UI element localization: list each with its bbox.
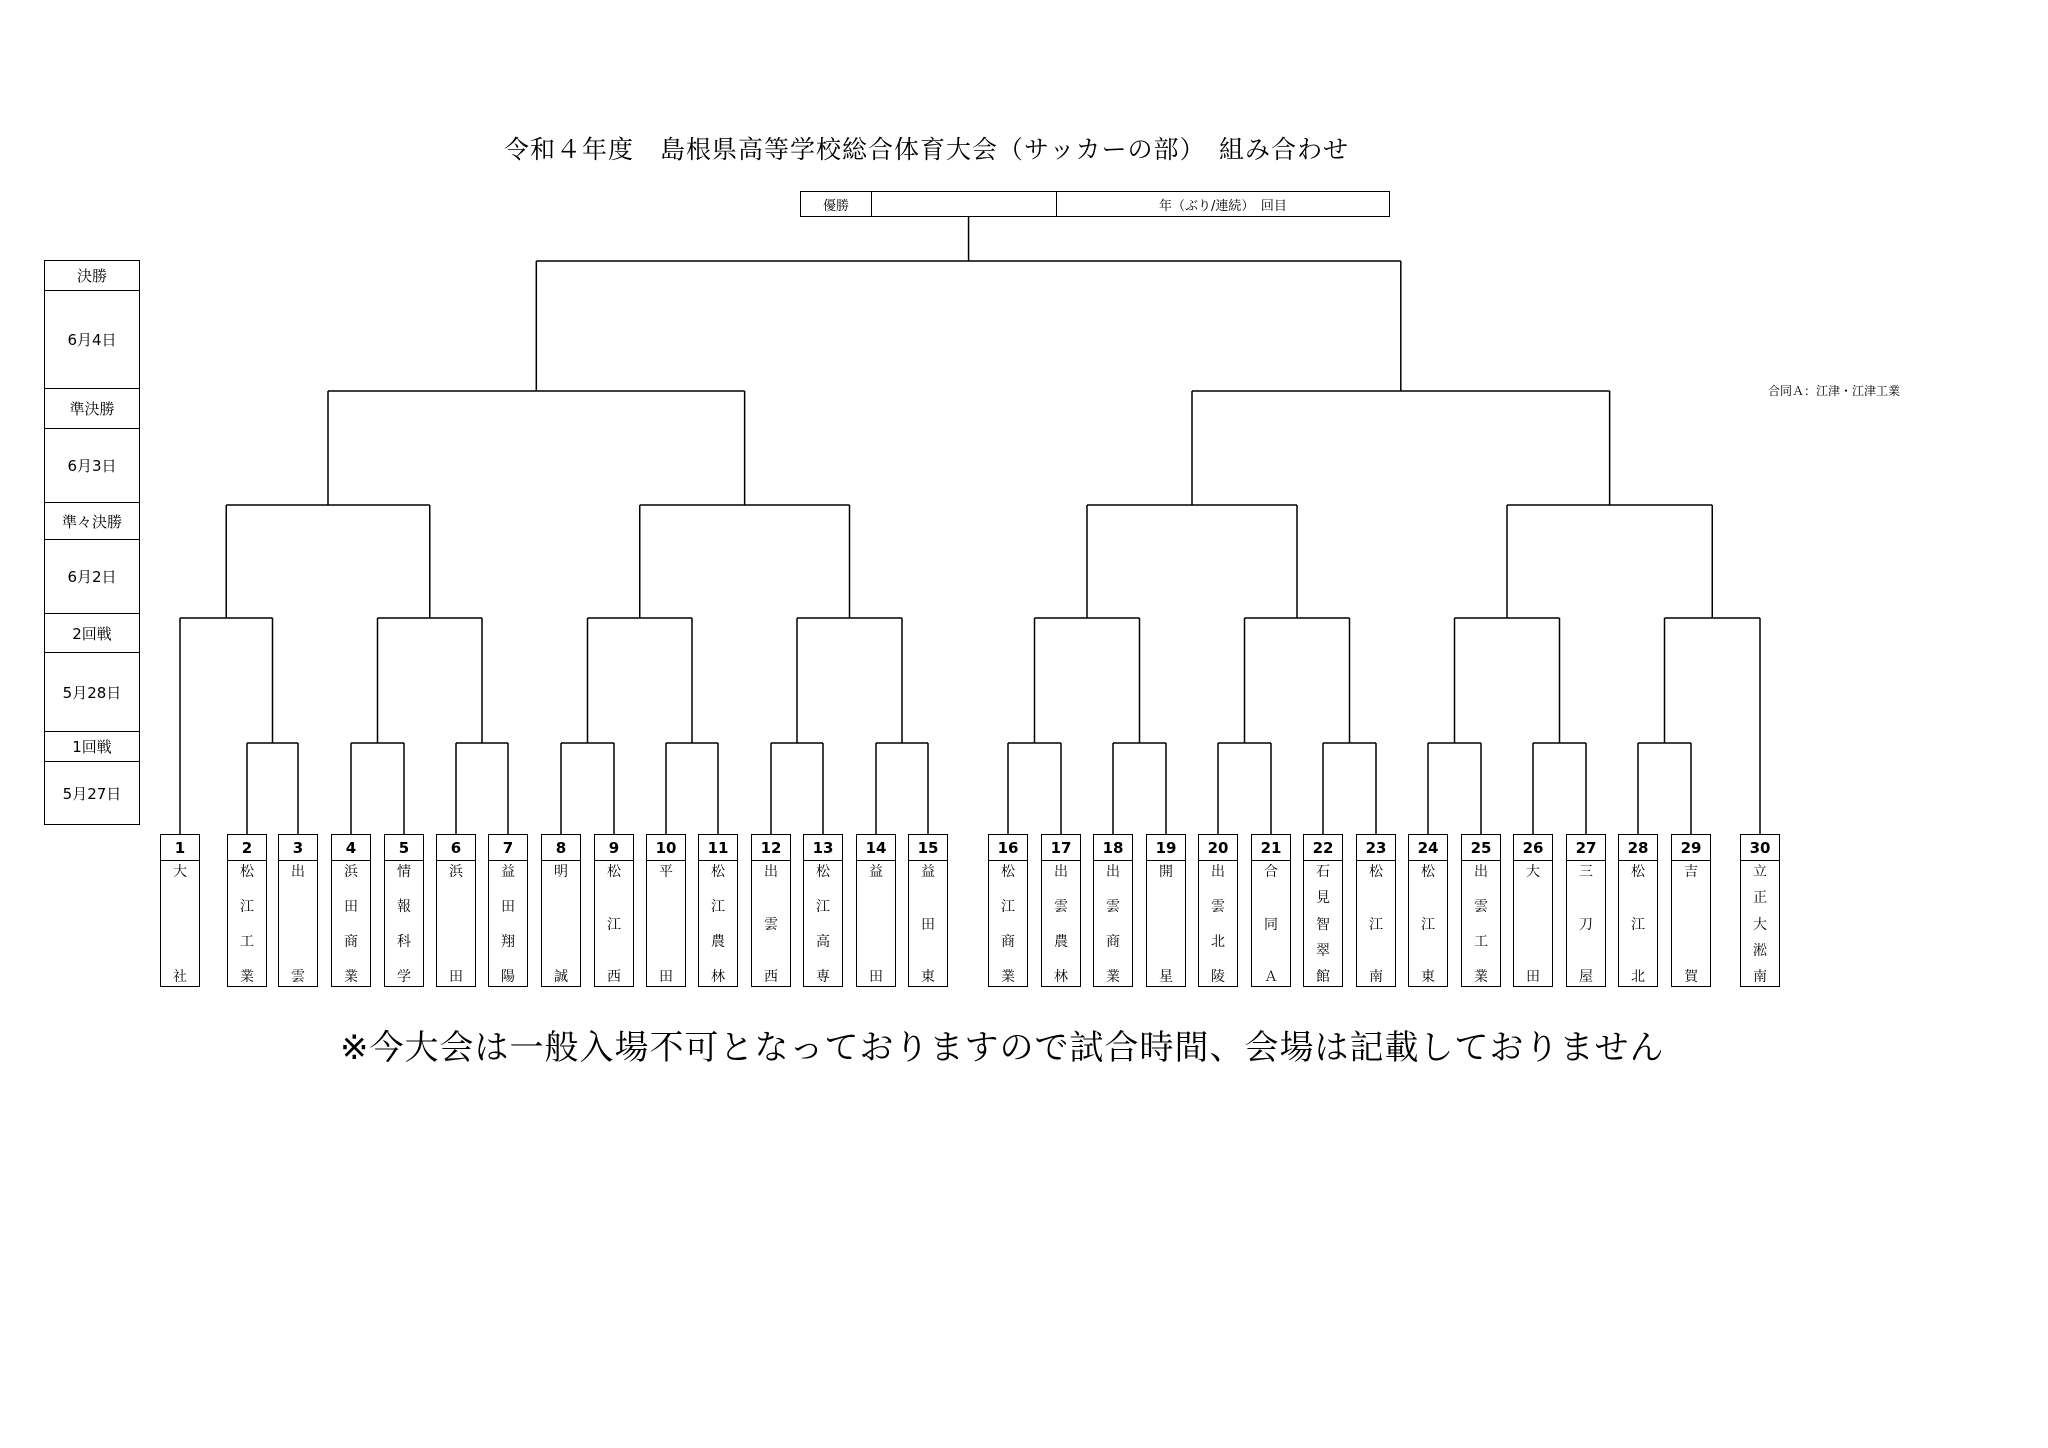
team-name-char: 科 — [397, 934, 411, 950]
team-slot — [803, 834, 843, 987]
team-name-char: 商 — [1106, 934, 1120, 950]
team-name-char: 大 — [1526, 864, 1540, 880]
team-name-char: 専 — [816, 969, 830, 985]
team-name-char: 大 — [1753, 916, 1767, 933]
team-number: 2 — [228, 835, 266, 861]
team-name-char: 出 — [764, 864, 778, 880]
footer-notice: ※今大会は一般入場不可となっておりますので試合時間、会場は記載しておりません — [340, 1028, 1665, 1068]
team-name-char: 田 — [869, 969, 883, 985]
team-name-char: 報 — [397, 899, 411, 915]
team-slot — [856, 834, 896, 987]
team-name — [228, 865, 266, 984]
team-name — [1741, 865, 1779, 984]
team-name-char: 田 — [1526, 969, 1540, 985]
team-slot — [751, 834, 791, 987]
team-name-char: Ａ — [1264, 969, 1278, 985]
team-name-char: 北 — [1211, 934, 1225, 950]
team-name-char: 北 — [1631, 969, 1645, 985]
team-name — [1672, 865, 1710, 984]
schedule-date-quarterfinal: 6月2日 — [45, 539, 139, 613]
team-name-char: 翠 — [1316, 942, 1330, 959]
team-name-char: 林 — [1054, 969, 1068, 985]
team-name-char: 江 — [1001, 899, 1015, 915]
schedule-date-first: 5月27日 — [45, 761, 139, 824]
team-name-char: 林 — [711, 969, 725, 985]
team-name — [437, 865, 475, 984]
team-slot — [1198, 834, 1238, 987]
team-slot — [488, 834, 528, 987]
team-name-char: 江 — [1369, 916, 1383, 933]
team-name-char: 益 — [501, 864, 515, 880]
team-name — [161, 865, 199, 984]
team-name-char: 松 — [607, 864, 621, 880]
team-name — [1567, 865, 1605, 984]
team-name-char: 南 — [1369, 969, 1383, 985]
team-name-char: 雲 — [1474, 899, 1488, 915]
team-name-char: 出 — [1106, 864, 1120, 880]
schedule-round-first: 1回戦 — [45, 731, 139, 761]
team-name — [385, 865, 423, 984]
team-number: 9 — [595, 835, 633, 861]
team-number: 13 — [804, 835, 842, 861]
schedule-round-quarterfinal: 準々決勝 — [45, 502, 139, 539]
team-name-char: 松 — [1631, 864, 1645, 880]
schedule-round-final: 決勝 — [45, 260, 139, 290]
team-slot — [698, 834, 738, 987]
team-number: 15 — [909, 835, 947, 861]
team-number: 27 — [1567, 835, 1605, 861]
team-name-char: 江 — [1421, 916, 1435, 933]
team-name-char: 業 — [1474, 969, 1488, 985]
team-name-char: 誠 — [554, 969, 568, 985]
team-name-char: 陽 — [501, 969, 515, 985]
team-name — [989, 865, 1027, 984]
team-name-char: 江 — [711, 899, 725, 915]
team-name — [332, 865, 370, 984]
team-number: 7 — [489, 835, 527, 861]
team-name — [804, 865, 842, 984]
team-name-char: 立 — [1753, 864, 1767, 880]
team-name-char: 田 — [921, 916, 935, 933]
team-name — [279, 865, 317, 984]
team-slot — [1146, 834, 1186, 987]
team-number: 12 — [752, 835, 790, 861]
team-name-char: 松 — [816, 864, 830, 880]
team-name — [1304, 865, 1342, 984]
team-slot — [1303, 834, 1343, 987]
team-number: 22 — [1304, 835, 1342, 861]
team-name-char: 田 — [501, 899, 515, 915]
team-slot — [1251, 834, 1291, 987]
joint-team-note: 合同Ａ：江津・江津工業 — [1768, 384, 1901, 398]
team-slot — [594, 834, 634, 987]
team-number: 16 — [989, 835, 1027, 861]
team-name — [1357, 865, 1395, 984]
schedule-round-second: 2回戦 — [45, 613, 139, 652]
team-number: 30 — [1741, 835, 1779, 861]
team-name — [542, 865, 580, 984]
team-number: 18 — [1094, 835, 1132, 861]
team-name-char: 雲 — [1106, 899, 1120, 915]
team-number: 10 — [647, 835, 685, 861]
team-name-char: 出 — [1211, 864, 1225, 880]
team-name-char: 松 — [1421, 864, 1435, 880]
schedule-date-semifinal: 6月3日 — [45, 428, 139, 502]
team-name-char: 商 — [344, 934, 358, 950]
team-name — [1094, 865, 1132, 984]
team-name-char: 学 — [397, 969, 411, 985]
team-number: 26 — [1514, 835, 1552, 861]
team-name-char: 星 — [1159, 969, 1173, 985]
team-name-char: 田 — [449, 969, 463, 985]
champion-label: 優勝 — [801, 192, 872, 216]
team-name-char: 陵 — [1211, 969, 1225, 985]
team-name-char: 刀 — [1579, 916, 1593, 933]
team-slot — [436, 834, 476, 987]
team-slot — [384, 834, 424, 987]
team-name — [1619, 865, 1657, 984]
team-number: 4 — [332, 835, 370, 861]
team-slot — [988, 834, 1028, 987]
team-slot — [278, 834, 318, 987]
team-name — [1199, 865, 1237, 984]
team-name — [1147, 865, 1185, 984]
team-slot — [160, 834, 200, 987]
team-number: 29 — [1672, 835, 1710, 861]
team-name-char: 松 — [1369, 864, 1383, 880]
team-name-char: 出 — [1474, 864, 1488, 880]
team-name-char: 開 — [1159, 864, 1173, 880]
team-name — [1514, 865, 1552, 984]
team-slot — [1356, 834, 1396, 987]
team-name-char: 館 — [1316, 969, 1330, 985]
team-number: 1 — [161, 835, 199, 861]
team-name — [595, 865, 633, 984]
team-name-char: 工 — [240, 934, 254, 950]
team-name-char: 見 — [1316, 890, 1330, 907]
team-name-char: 農 — [1054, 934, 1068, 950]
team-slot — [1618, 834, 1658, 987]
team-name-char: 情 — [397, 864, 411, 880]
team-name — [909, 865, 947, 984]
team-name-char: 江 — [1631, 916, 1645, 933]
team-name-char: 東 — [921, 969, 935, 985]
team-name-char: 東 — [1421, 969, 1435, 985]
team-slot — [1740, 834, 1780, 987]
team-name-char: 合 — [1264, 864, 1278, 880]
team-name-char: 業 — [240, 969, 254, 985]
team-name-char: 農 — [711, 934, 725, 950]
team-name — [489, 865, 527, 984]
team-name-char: 江 — [240, 899, 254, 915]
team-name — [1042, 865, 1080, 984]
team-name-char: 西 — [607, 969, 621, 985]
team-name-char: 出 — [291, 864, 305, 880]
team-name-char: 益 — [921, 864, 935, 880]
champion-years-field: 年（ぶり/連続） 回目 — [1159, 198, 1287, 214]
team-name-char: 業 — [1106, 969, 1120, 985]
team-name-char: 松 — [240, 864, 254, 880]
team-name-char: 同 — [1264, 916, 1278, 933]
team-number: 17 — [1042, 835, 1080, 861]
team-name-char: 出 — [1054, 864, 1068, 880]
team-name-char: 雲 — [291, 969, 305, 985]
team-name-char: 雲 — [764, 916, 778, 933]
team-slot — [646, 834, 686, 987]
team-name-char: 田 — [659, 969, 673, 985]
schedule-date-final: 6月4日 — [45, 290, 139, 388]
team-name-char: 浜 — [449, 864, 463, 880]
team-name-char: 明 — [554, 864, 568, 880]
team-name-char: 正 — [1753, 890, 1767, 907]
team-number: 19 — [1147, 835, 1185, 861]
team-name-char: 商 — [1001, 934, 1015, 950]
team-name — [699, 865, 737, 984]
team-number: 20 — [1199, 835, 1237, 861]
team-name-char: 田 — [344, 899, 358, 915]
page-title: 令和４年度 島根県高等学校総合体育大会（サッカーの部） 組み合わせ — [504, 135, 1350, 164]
team-name — [752, 865, 790, 984]
team-number: 11 — [699, 835, 737, 861]
team-name-char: 江 — [607, 916, 621, 933]
team-slot — [1093, 834, 1133, 987]
team-slot — [1408, 834, 1448, 987]
schedule-date-second: 5月28日 — [45, 652, 139, 731]
team-name-char: 益 — [869, 864, 883, 880]
team-number: 23 — [1357, 835, 1395, 861]
team-name-char: 吉 — [1684, 864, 1698, 880]
team-name-char: 江 — [816, 899, 830, 915]
team-slot — [1513, 834, 1553, 987]
team-number: 25 — [1462, 835, 1500, 861]
team-name-char: 翔 — [501, 934, 515, 950]
team-number: 8 — [542, 835, 580, 861]
team-name-char: 松 — [1001, 864, 1015, 880]
team-name-char: 智 — [1316, 916, 1330, 933]
team-number: 28 — [1619, 835, 1657, 861]
team-name-char: 工 — [1474, 934, 1488, 950]
team-name-char: 賀 — [1684, 969, 1698, 985]
team-name-char: 淞 — [1753, 942, 1767, 959]
team-name-char: 西 — [764, 969, 778, 985]
team-name-char: 平 — [659, 864, 673, 880]
team-name-char: 雲 — [1211, 899, 1225, 915]
team-name-char: 社 — [173, 969, 187, 985]
team-number: 5 — [385, 835, 423, 861]
team-name-char: 南 — [1753, 969, 1767, 985]
team-number: 21 — [1252, 835, 1290, 861]
team-name-char: 業 — [344, 969, 358, 985]
team-name — [1252, 865, 1290, 984]
team-number: 24 — [1409, 835, 1447, 861]
team-slot — [227, 834, 267, 987]
team-slot — [331, 834, 371, 987]
team-slot — [1041, 834, 1081, 987]
team-number: 6 — [437, 835, 475, 861]
team-name-char: 石 — [1316, 864, 1330, 880]
team-slot — [1671, 834, 1711, 987]
team-name-char: 浜 — [344, 864, 358, 880]
team-name — [857, 865, 895, 984]
team-name-char: 大 — [173, 864, 187, 880]
team-name-char: 三 — [1579, 864, 1593, 880]
team-slot — [1566, 834, 1606, 987]
team-name-char: 松 — [711, 864, 725, 880]
team-name-char: 高 — [816, 934, 830, 950]
team-slot — [908, 834, 948, 987]
team-slot — [541, 834, 581, 987]
team-name-char: 屋 — [1579, 969, 1593, 985]
team-slot — [1461, 834, 1501, 987]
team-number: 14 — [857, 835, 895, 861]
team-name — [1462, 865, 1500, 984]
schedule-round-semifinal: 準決勝 — [45, 388, 139, 428]
team-name-char: 雲 — [1054, 899, 1068, 915]
team-name-char: 業 — [1001, 969, 1015, 985]
team-name — [1409, 865, 1447, 984]
team-name — [647, 865, 685, 984]
team-number: 3 — [279, 835, 317, 861]
